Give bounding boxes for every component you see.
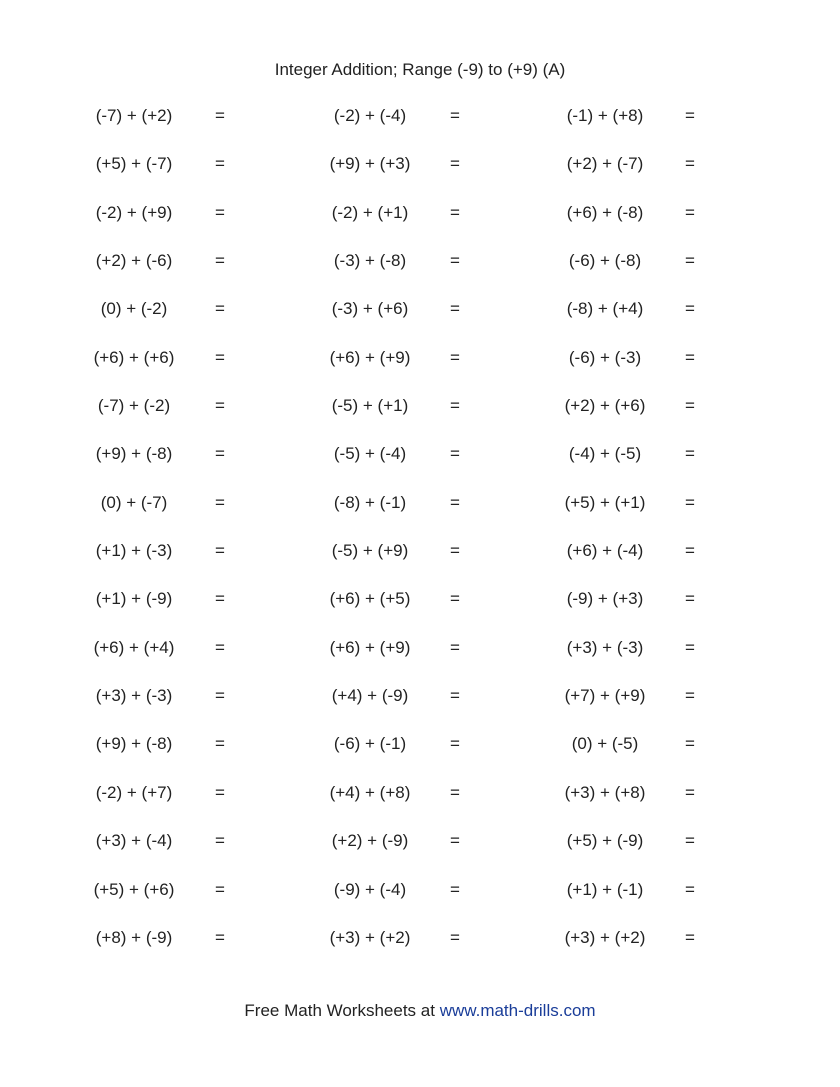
equals-sign: =: [450, 492, 460, 512]
equals-sign: =: [685, 444, 695, 464]
problem-expression: (-5) + (-4): [333, 444, 407, 464]
equals-sign: =: [215, 686, 225, 706]
problem-expression: (+8) + (-9): [95, 927, 173, 947]
footer-link[interactable]: www.math-drills.com: [439, 1001, 596, 1020]
equals-sign: =: [450, 927, 460, 947]
equals-sign: =: [215, 782, 225, 802]
problem-expression: (+6) + (-8): [566, 202, 644, 222]
problem-expression: (+3) + (-4): [95, 831, 173, 851]
equals-sign: =: [685, 251, 695, 271]
equals-sign: =: [685, 492, 695, 512]
equals-sign: =: [215, 444, 225, 464]
equals-sign: =: [450, 831, 460, 851]
problem-expression: (+6) + (-4): [566, 541, 644, 561]
problem-row: [0, 541, 840, 589]
equals-sign: =: [685, 831, 695, 851]
equals-sign: =: [215, 396, 225, 416]
problem-row: [0, 203, 840, 251]
equals-sign: =: [215, 879, 225, 899]
problem-row: [0, 493, 840, 541]
problem-expression: (+6) + (+9): [329, 347, 411, 367]
problem-expression: (+3) + (+2): [564, 927, 646, 947]
equals-sign: =: [450, 202, 460, 222]
problem-expression: (-5) + (+9): [331, 541, 409, 561]
equals-sign: =: [685, 299, 695, 319]
equals-sign: =: [685, 686, 695, 706]
equals-sign: =: [215, 299, 225, 319]
problem-expression: (+4) + (+8): [329, 782, 411, 802]
equals-sign: =: [215, 154, 225, 174]
problem-grid: [0, 106, 840, 976]
problem-expression: (+9) + (-8): [95, 444, 173, 464]
problem-expression: (-6) + (-3): [568, 347, 642, 367]
equals-sign: =: [450, 541, 460, 561]
problem-expression: (-3) + (-8): [333, 251, 407, 271]
problem-row: [0, 348, 840, 396]
equals-sign: =: [450, 879, 460, 899]
problem-row: [0, 154, 840, 202]
equals-sign: =: [450, 154, 460, 174]
problem-expression: (0) + (-2): [100, 299, 168, 319]
equals-sign: =: [450, 444, 460, 464]
problem-expression: (-5) + (+1): [331, 396, 409, 416]
equals-sign: =: [215, 541, 225, 561]
problem-expression: (+2) + (+6): [564, 396, 646, 416]
problem-expression: (+6) + (+5): [329, 589, 411, 609]
problem-row: [0, 106, 840, 154]
equals-sign: =: [215, 106, 225, 125]
equals-sign: =: [215, 734, 225, 754]
equals-sign: =: [685, 589, 695, 609]
problem-expression: (+9) + (-8): [95, 734, 173, 754]
problem-expression: (+1) + (-1): [566, 879, 644, 899]
equals-sign: =: [215, 589, 225, 609]
problem-expression: (-9) + (+3): [566, 589, 644, 609]
problem-expression: (+5) + (-9): [566, 831, 644, 851]
problem-expression: (+3) + (+2): [329, 927, 411, 947]
problem-expression: (+4) + (-9): [331, 686, 409, 706]
equals-sign: =: [685, 154, 695, 174]
problem-row: [0, 396, 840, 444]
problem-expression: (+2) + (-7): [566, 154, 644, 174]
equals-sign: =: [450, 347, 460, 367]
problem-expression: (+6) + (+9): [329, 637, 411, 657]
problem-row: [0, 686, 840, 734]
problem-expression: (+1) + (-9): [95, 589, 173, 609]
equals-sign: =: [685, 782, 695, 802]
equals-sign: =: [215, 637, 225, 657]
problem-expression: (-4) + (-5): [568, 444, 642, 464]
equals-sign: =: [685, 106, 695, 125]
problem-expression: (+5) + (+1): [564, 492, 646, 512]
problem-expression: (-8) + (+4): [566, 299, 644, 319]
equals-sign: =: [215, 492, 225, 512]
equals-sign: =: [450, 589, 460, 609]
problem-row: [0, 589, 840, 637]
equals-sign: =: [685, 347, 695, 367]
equals-sign: =: [215, 251, 225, 271]
problem-row: [0, 880, 840, 928]
problem-expression: (+3) + (-3): [95, 686, 173, 706]
problem-expression: (+6) + (+6): [93, 347, 175, 367]
equals-sign: =: [685, 202, 695, 222]
problem-row: [0, 638, 840, 686]
equals-sign: =: [450, 782, 460, 802]
problem-expression: (+9) + (+3): [329, 154, 411, 174]
problem-expression: (-3) + (+6): [331, 299, 409, 319]
problem-expression: (+5) + (+6): [93, 879, 175, 899]
problem-expression: (+6) + (+4): [93, 637, 175, 657]
equals-sign: =: [450, 734, 460, 754]
problem-expression: (-1) + (+8): [566, 106, 644, 125]
equals-sign: =: [215, 347, 225, 367]
equals-sign: =: [215, 202, 225, 222]
problem-expression: (-2) + (-4): [333, 106, 407, 125]
problem-row: [0, 444, 840, 492]
equals-sign: =: [450, 396, 460, 416]
problem-expression: (-2) + (+1): [331, 202, 409, 222]
problem-expression: (-7) + (-2): [97, 396, 171, 416]
equals-sign: =: [450, 251, 460, 271]
problem-expression: (-6) + (-8): [568, 251, 642, 271]
problem-expression: (-2) + (+9): [95, 202, 173, 222]
equals-sign: =: [215, 927, 225, 947]
problem-expression: (0) + (-5): [571, 734, 639, 754]
problem-expression: (-9) + (-4): [333, 879, 407, 899]
problem-row: [0, 928, 840, 976]
equals-sign: =: [685, 927, 695, 947]
worksheet-title: Integer Addition; Range (-9) to (+9) (A): [274, 60, 566, 79]
problem-expression: (+2) + (-6): [95, 251, 173, 271]
problem-expression: (+1) + (-3): [95, 541, 173, 561]
problem-row: [0, 734, 840, 782]
footer-text: Free Math Worksheets at: [244, 1001, 435, 1020]
footer: [0, 1001, 840, 1021]
equals-sign: =: [685, 734, 695, 754]
equals-sign: =: [685, 541, 695, 561]
equals-sign: =: [685, 637, 695, 657]
problem-row: [0, 299, 840, 347]
equals-sign: =: [215, 831, 225, 851]
problem-expression: (-2) + (+7): [95, 782, 173, 802]
equals-sign: =: [450, 299, 460, 319]
problem-expression: (+7) + (+9): [564, 686, 646, 706]
problem-expression: (+2) + (-9): [331, 831, 409, 851]
equals-sign: =: [685, 396, 695, 416]
problem-row: [0, 831, 840, 879]
problem-expression: (+3) + (-3): [566, 637, 644, 657]
problem-expression: (+3) + (+8): [564, 782, 646, 802]
equals-sign: =: [450, 686, 460, 706]
problem-expression: (-6) + (-1): [333, 734, 407, 754]
equals-sign: =: [450, 637, 460, 657]
problem-row: [0, 783, 840, 831]
equals-sign: =: [685, 879, 695, 899]
problem-expression: (-8) + (-1): [333, 492, 407, 512]
equals-sign: =: [450, 106, 460, 125]
problem-row: [0, 251, 840, 299]
problem-expression: (+5) + (-7): [95, 154, 173, 174]
problem-expression: (-7) + (+2): [95, 106, 173, 125]
problem-expression: (0) + (-7): [100, 492, 168, 512]
